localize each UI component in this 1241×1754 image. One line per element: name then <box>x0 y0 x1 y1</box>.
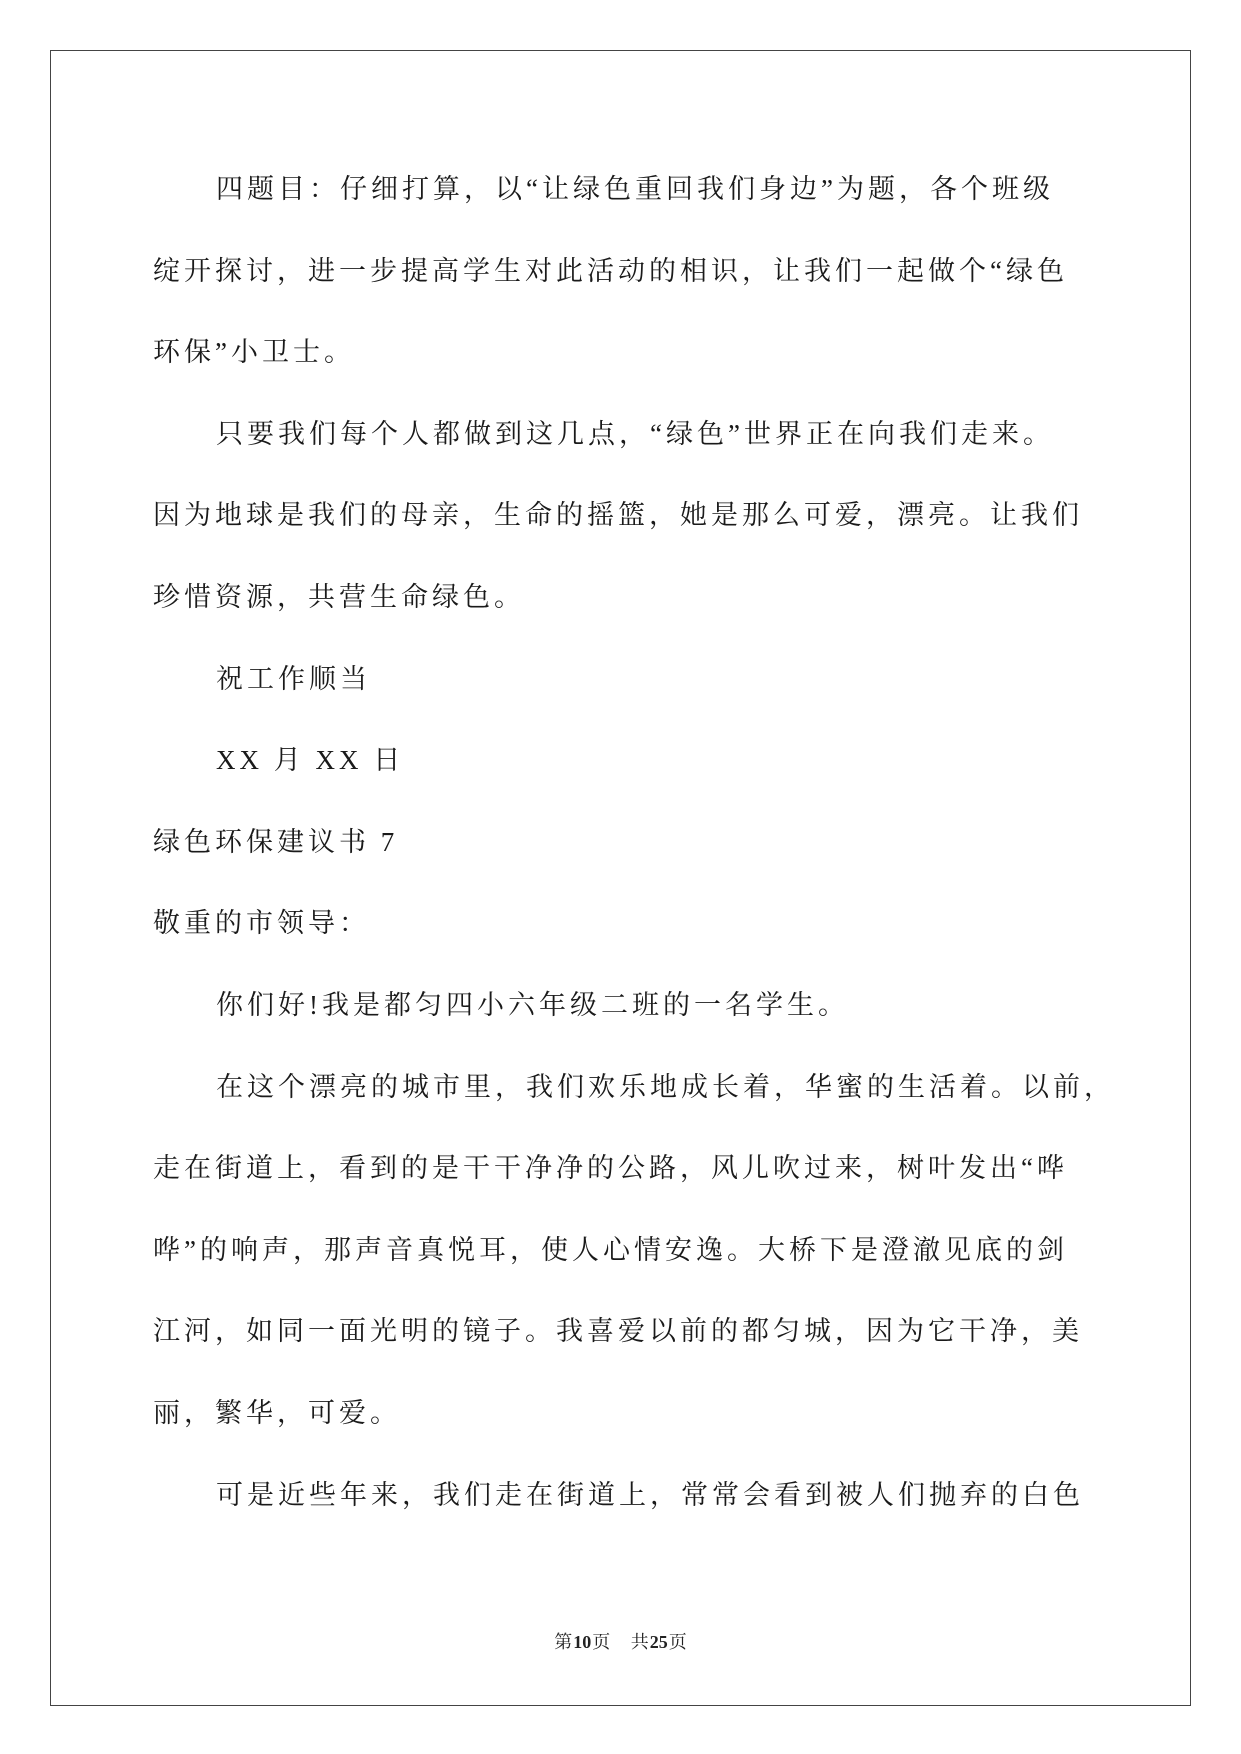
total-pages <box>631 1632 687 1652</box>
text-line: 只要我们每个人都做到这几点，“绿色”世界正在向我们走来。 <box>216 418 1054 449</box>
text-line: 因为地球是我们的母亲，生命的摇篮，她是那么可爱，漂亮。让我们 <box>153 500 1083 531</box>
text-line: 绿色环保建议书 7 <box>153 826 399 857</box>
text-line: 可是近些年来，我们走在街道上，常常会看到被人们抛弃的白色 <box>216 1479 1084 1510</box>
text-line: 你们好!我是都匀四小六年级二班的一名学生。 <box>216 989 849 1020</box>
page-footer <box>0 1628 1241 1656</box>
paragraph-greeting <box>153 965 1153 1047</box>
paragraph-recent-years <box>153 1455 1153 1537</box>
text-line: 四题目：仔细打算，以“让绿色重回我们身边”为题，各个班级 <box>216 174 1054 204</box>
document-body <box>153 149 1153 1536</box>
section-heading <box>153 802 1153 884</box>
text-line: 珍惜资源，共营生命绿色。 <box>153 581 525 612</box>
text-line: 哗”的响声，那声音真悦耳，使人心情安逸。大桥下是澄澈见底的剑 <box>153 1234 1068 1265</box>
closing-wish <box>153 639 1153 721</box>
paragraph-topic <box>153 149 1153 394</box>
current-page: 10 <box>573 1632 592 1652</box>
total-suffix: 页 <box>668 1632 687 1652</box>
text-line: 环保”小卫士。 <box>153 337 355 368</box>
page-suffix: 页 <box>592 1632 611 1652</box>
total-prefix: 共 <box>630 1632 649 1652</box>
text-line: 敬重的市领导： <box>153 908 370 939</box>
text-line: 祝工作顺当 <box>216 663 371 694</box>
page-prefix: 第 <box>554 1632 573 1652</box>
text-line: 丽，繁华，可爱。 <box>153 1397 401 1428</box>
letter-date <box>153 720 1153 802</box>
total-page-count: 25 <box>649 1632 668 1652</box>
text-line: 江河，如同一面光明的镜子。我喜爱以前的都匀城，因为它干净，美 <box>153 1316 1083 1347</box>
text-line: XX 月 XX 日 <box>216 745 405 776</box>
text-line: 在这个漂亮的城市里，我们欢乐地成长着，华蜜的生活着。以前， <box>216 1071 1115 1102</box>
text-line: 绽开探讨，进一步提高学生对此活动的相识，让我们一起做个“绿色 <box>153 255 1068 286</box>
paragraph-city-memory <box>153 1047 1153 1455</box>
paragraph-conclusion <box>153 394 1153 639</box>
text-line: 走在街道上，看到的是干干净净的公路，风儿吹过来，树叶发出“哗 <box>153 1153 1068 1184</box>
page-number <box>554 1632 615 1652</box>
salutation <box>153 883 1153 965</box>
